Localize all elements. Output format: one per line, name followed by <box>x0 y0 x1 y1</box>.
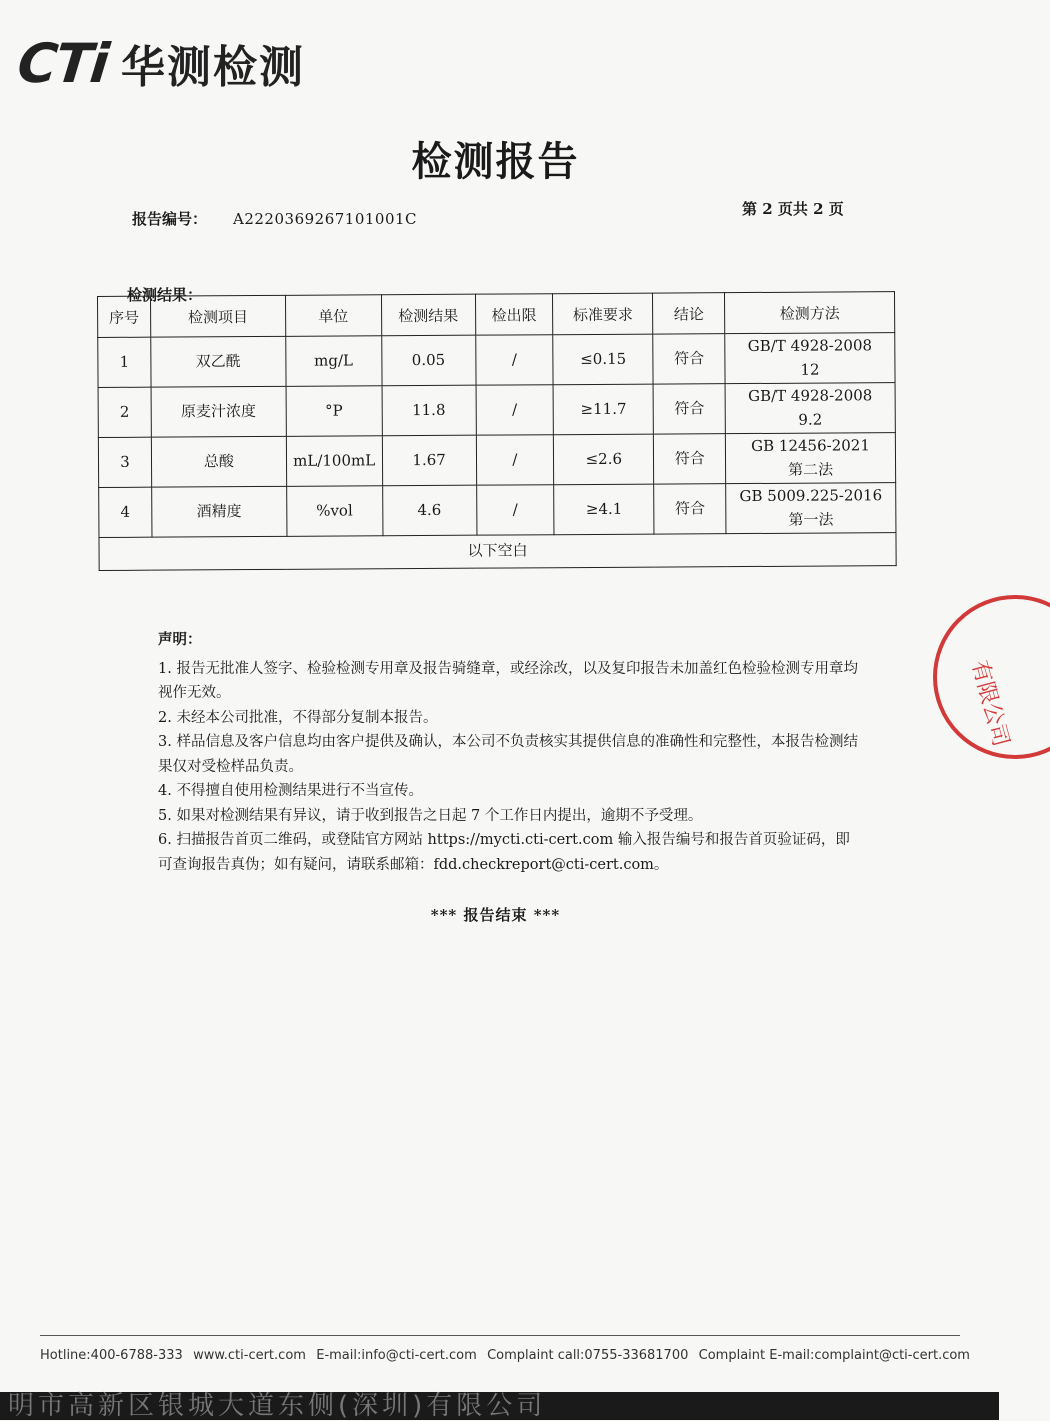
method-standard: GB 12456-2021 <box>751 436 870 456</box>
table-row <box>98 383 895 438</box>
method-standard: GB/T 4928-2008 <box>747 336 873 356</box>
cell-result: 11.8 <box>382 385 476 436</box>
declaration <box>158 628 858 877</box>
col-header: 检出限 <box>475 294 553 335</box>
cell-item: 酒精度 <box>152 486 287 537</box>
cell-limit: / <box>475 335 553 385</box>
report-number <box>132 208 417 229</box>
blank-note: 以下空白 <box>99 533 896 571</box>
cell-no: 4 <box>99 487 152 537</box>
declaration-heading: 声明： <box>158 631 202 648</box>
cell-item: 原麦汁浓度 <box>151 386 286 437</box>
report-end: *** 报告结束 *** <box>430 906 561 924</box>
cell-limit: / <box>476 435 554 485</box>
logo-brand: CTi <box>14 31 111 95</box>
cell-conclusion: 符合 <box>653 384 725 434</box>
cell-method <box>725 433 895 484</box>
footer-email: E-mail:info@cti-cert.com <box>316 1348 477 1363</box>
company-logo <box>14 28 305 98</box>
declaration-item: 6. 扫描报告首页二维码，或登陆官方网站 https://mycti.cti-cert.com 输入报告编号和报告首页验证码，即可查询报告真伪；如有疑问，请联系邮箱：fdd.checkreport@cti-cert.com。 <box>158 832 850 873</box>
results-label: 检测结果： <box>127 286 203 304</box>
table-header-row <box>98 292 895 338</box>
table-row <box>98 433 895 488</box>
col-header: 单位 <box>285 295 381 337</box>
declaration-item: 5. 如果对检测结果有异议，请于收到报告之日起 7 个工作日内提出，逾期不予受理。 <box>158 807 703 824</box>
method-clause: 9.2 <box>798 410 823 429</box>
declaration-item: 3. 样品信息及客户信息均由客户提供及确认，本公司不负责核实其提供信息的准确性和完整性，本报告检测结果仅对受检样品负责。 <box>158 734 858 775</box>
report-number-label: 报告编号： <box>132 210 208 228</box>
page-indicator: 第 2 页共 2 页 <box>742 200 844 218</box>
col-header: 检测结果 <box>381 294 475 336</box>
footer-divider <box>40 1335 960 1336</box>
footer-website: www.cti-cert.com <box>193 1348 306 1363</box>
method-standard: GB 5009.225-2016 <box>739 486 883 506</box>
cell-result: 0.05 <box>381 335 475 386</box>
cell-conclusion: 符合 <box>654 484 726 534</box>
cell-result: 1.67 <box>382 435 476 486</box>
cell-item: 双乙酰 <box>151 336 286 387</box>
cell-method <box>725 383 895 434</box>
method-clause: 第二法 <box>788 460 834 479</box>
cell-method <box>726 483 896 534</box>
cell-unit: %vol <box>286 486 382 537</box>
cell-standard: ≤0.15 <box>553 334 653 385</box>
declaration-item: 1. 报告无批准人签字、检验检测专用章及报告骑缝章，或经涂改，以及复印报告未加盖红色检验检测专用章均视作无效。 <box>158 660 858 701</box>
cell-method <box>725 333 895 384</box>
col-header: 结论 <box>653 293 725 334</box>
col-header: 标准要求 <box>553 293 653 335</box>
cell-item: 总酸 <box>151 436 286 487</box>
cell-limit: / <box>476 485 554 535</box>
declaration-item: 2. 未经本公司批准，不得部分复制本报告。 <box>158 709 438 726</box>
cell-conclusion: 符合 <box>654 434 726 484</box>
cell-limit: / <box>476 385 554 435</box>
col-header: 检测项目 <box>150 295 285 337</box>
cell-unit: °P <box>286 386 382 437</box>
seal-text: 有限公司 <box>966 657 1014 750</box>
col-header: 序号 <box>98 296 151 337</box>
cell-conclusion: 符合 <box>653 334 725 384</box>
page-title: 检测报告 <box>411 138 580 185</box>
results-table <box>97 291 897 571</box>
cell-unit: mg/L <box>285 336 381 387</box>
declaration-item: 4. 不得擅自使用检测结果进行不当宣传。 <box>158 783 423 799</box>
footer-complaint-call: Complaint call:0755-33681700 <box>487 1348 689 1363</box>
table-blank-row <box>99 533 896 571</box>
cell-no: 2 <box>98 387 151 437</box>
col-header: 检测方法 <box>725 292 895 334</box>
footer <box>40 1348 970 1363</box>
cell-result: 4.6 <box>382 485 476 536</box>
method-standard: GB/T 4928-2008 <box>748 386 873 406</box>
cell-no: 1 <box>98 337 151 387</box>
cell-standard: ≤2.6 <box>554 434 654 485</box>
cell-standard: ≥4.1 <box>554 484 654 535</box>
cell-unit: mL/100mL <box>286 436 382 487</box>
table-row <box>98 333 895 388</box>
footer-hotline: Hotline:400-6788-333 <box>40 1348 183 1363</box>
method-clause: 第一法 <box>788 510 834 529</box>
report-number-value: A2220369267101001C <box>233 210 418 228</box>
method-clause: 12 <box>800 360 820 379</box>
bottom-address-band: 明市高新区银城大道东侧(深圳)有限公司 <box>0 1392 999 1420</box>
logo-name: 华测检测 <box>120 42 305 93</box>
cell-no: 3 <box>98 437 151 487</box>
table-row <box>99 483 896 538</box>
footer-complaint-email: Complaint E-mail:complaint@cti-cert.com <box>698 1348 970 1363</box>
company-seal-stamp <box>930 592 1050 762</box>
cell-standard: ≥11.7 <box>553 384 653 435</box>
